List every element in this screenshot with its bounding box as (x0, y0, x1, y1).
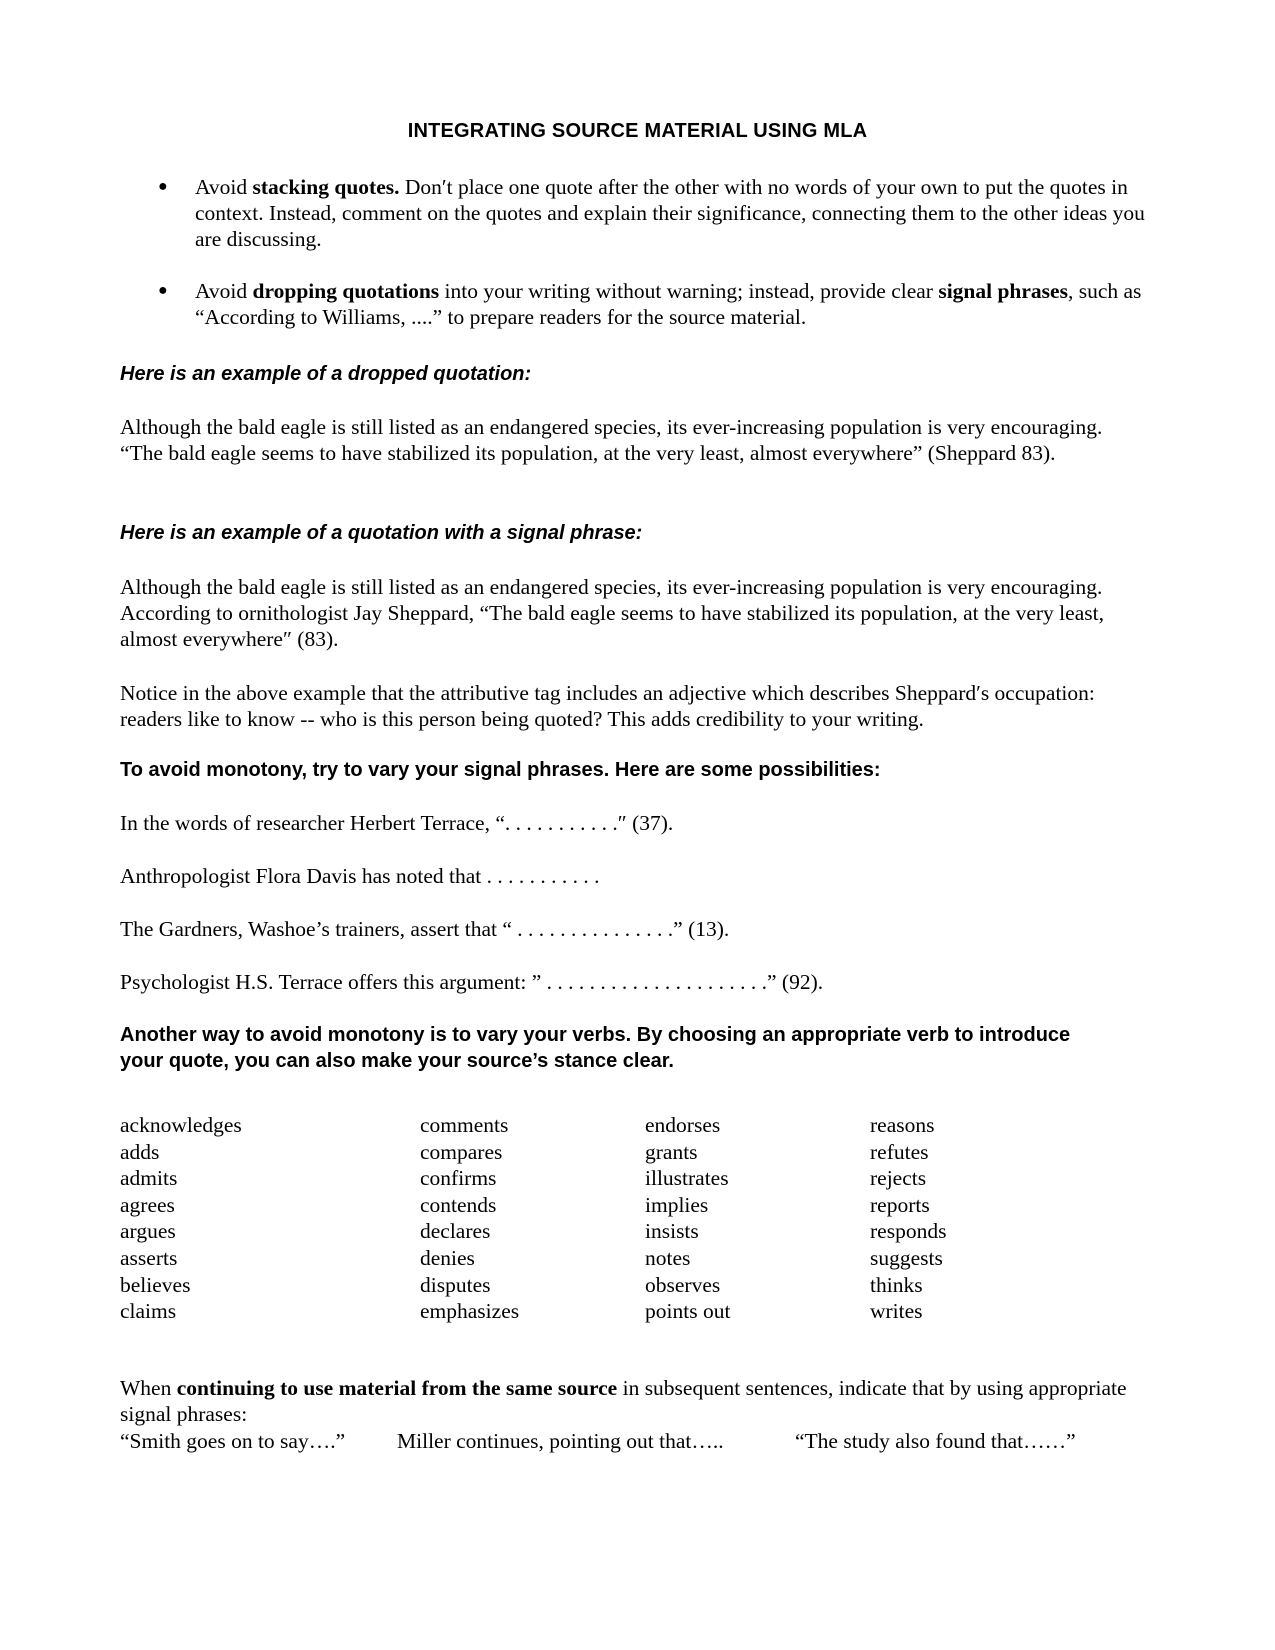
verb-item: adds (120, 1139, 160, 1164)
verb-column (645, 1112, 730, 1325)
verbs-heading: Another way to avoid monotony is to vary your verbs. By choosing an appropriate verb to introduce your quote, you can also make your source’s stance clear. (120, 1024, 1071, 1072)
signal-phrase-example: Although the bald eagle is still listed as an endangered species, its ever-increasing population is very encouraging. According to ornithologist Jay Sheppard, “The bald eagle seems to have stabilized its population, at the very least, almost everywhere″ (83). (120, 575, 1104, 651)
text-segment: Don′t place one quote after the other with no words of your own to put the quotes in context. Instead, comment on the quotes and explain their significance, connecting them to the other ideas you are discussing. (195, 175, 1145, 251)
verb-item: writes (870, 1299, 923, 1324)
example-phrase: Anthropologist Flora Davis has noted that . . . . . . . . . . . (120, 864, 600, 888)
verb-item: grants (645, 1139, 698, 1164)
notice-paragraph: Notice in the above example that the attributive tag includes an adjective which describes Sheppard′s occupation: readers like to know -- who is this person being quoted? This adds credibility to your writing. (120, 681, 1095, 731)
bullet-icon: ● (158, 282, 168, 299)
verb-item: claims (120, 1299, 177, 1324)
page-title: INTEGRATING SOURCE MATERIAL USING MLA (407, 120, 868, 142)
verb-item: argues (120, 1219, 176, 1244)
text-segment: , such as “According to Williams, ....” to prepare readers for the source material. (195, 279, 1142, 329)
verb-item: thinks (870, 1272, 923, 1297)
dropped-quotation-example: Although the bald eagle is still listed as an endangered species, its ever-increasing population is very encouraging. “The bald eagle seems to have stabilized its population, at the very least, almost everywhere” (Sheppard 83). (120, 415, 1103, 465)
verb-item: contends (420, 1192, 497, 1217)
verb-item: refutes (870, 1139, 929, 1164)
example-phrase: Psychologist H.S. Terrace offers this argument: ” . . . . . . . . . . . . . . . . . . . . .” (92). (120, 970, 824, 994)
verb-column (120, 1112, 242, 1325)
verb-item: rejects (870, 1166, 927, 1191)
verb-column (420, 1112, 519, 1325)
verb-item: compares (420, 1139, 503, 1164)
continuing-phrase: Miller continues, pointing out that….. (397, 1429, 724, 1453)
verb-item: admits (120, 1166, 178, 1191)
verb-item: notes (645, 1245, 691, 1270)
bold-term: stacking quotes. (252, 175, 400, 199)
continuing-phrase: “Smith goes on to say….” (120, 1429, 346, 1453)
verb-item: responds (870, 1219, 947, 1244)
verb-item: confirms (420, 1166, 497, 1191)
bold-term: dropping quotations (252, 279, 440, 303)
verb-item: insists (645, 1219, 699, 1244)
verb-column (870, 1112, 946, 1325)
verb-item: declares (420, 1219, 491, 1244)
bold-term: signal phrases (938, 279, 1068, 303)
text-segment: Avoid (195, 175, 253, 199)
continuing-phrase: “The study also found that……” (795, 1429, 1076, 1453)
verb-item: endorses (645, 1113, 721, 1137)
signal-phrase-heading: Here is an example of a quotation with a signal phrase: (120, 522, 643, 544)
verb-item: points out (645, 1299, 731, 1324)
verb-item: suggests (870, 1245, 943, 1270)
text-segment: in subsequent sentences, indicate that by using appropriate signal phrases: (120, 1376, 1127, 1426)
verb-item: believes (120, 1272, 191, 1297)
verb-item: observes (645, 1272, 721, 1297)
verb-item: agrees (120, 1192, 175, 1217)
dropped-quotation-heading: Here is an example of a dropped quotation: (120, 363, 532, 385)
example-phrase: In the words of researcher Herbert Terrace, “. . . . . . . . . . .″ (37). (120, 811, 674, 835)
verb-item: reasons (870, 1113, 935, 1137)
verb-item: reports (870, 1192, 930, 1217)
verb-item: asserts (120, 1245, 178, 1270)
verb-item: denies (420, 1245, 475, 1270)
text-segment: into your writing without warning; instead, provide clear (439, 279, 939, 303)
bold-term: continuing to use material from the same source (176, 1376, 618, 1400)
example-phrase: The Gardners, Washoe’s trainers, assert that “ . . . . . . . . . . . . . . .” (13). (120, 917, 730, 941)
verb-item: acknowledges (120, 1113, 242, 1137)
bullet-text (195, 278, 1155, 330)
verb-item: comments (420, 1113, 509, 1137)
verb-item: illustrates (645, 1166, 729, 1191)
verb-item: emphasizes (420, 1299, 520, 1324)
bullet-icon: ● (158, 178, 168, 195)
verb-item: disputes (420, 1272, 491, 1297)
monotony-heading: To avoid monotony, try to vary your signal phrases. Here are some possibilities: (120, 759, 881, 781)
bullet-text (195, 174, 1155, 252)
continuing-paragraph (120, 1375, 1150, 1427)
text-segment: Avoid (195, 279, 253, 303)
verb-item: implies (645, 1192, 709, 1217)
text-segment: When (120, 1376, 177, 1400)
